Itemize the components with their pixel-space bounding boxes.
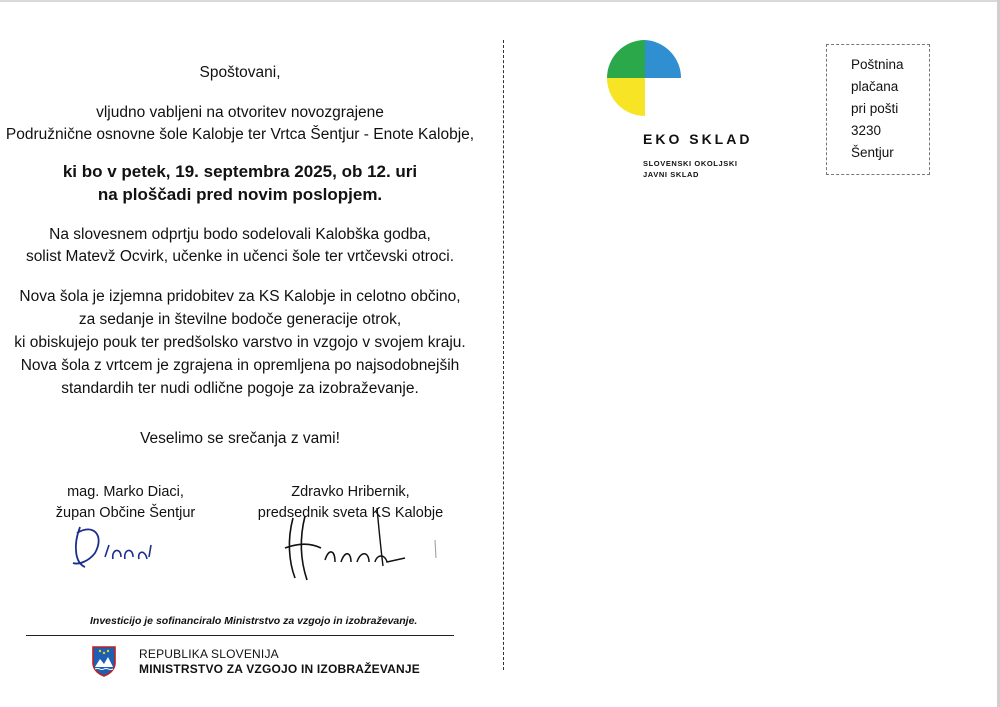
- postcard-divider: [503, 40, 504, 670]
- about-line: za sedanje in številne bodoče generacije otrok,: [78, 311, 402, 328]
- about-line: Nova šola je izjemna pridobitev za KS Kalobje in celotno občino,: [19, 288, 461, 305]
- intro-line: vljudno vabljeni na otvoritev novozgrajene: [96, 104, 384, 121]
- slovenia-coat-of-arms-icon: [91, 645, 117, 677]
- mayor-signature: [65, 515, 175, 575]
- event-location: na ploščadi pred novim poslopjem.: [97, 185, 383, 204]
- program-line: solist Matevž Ocvirk, učenke in učenci šole ter vrtčevski otroci.: [25, 248, 455, 265]
- signatory-role: predsednik sveta KS Kalobje: [257, 505, 444, 521]
- eko-sklad-subtitle: JAVNI SKLAD: [643, 170, 700, 179]
- funding-note: Investicijo je sofinanciralo Ministrstvo za vzgojo in izobraževanje.: [90, 615, 418, 627]
- about-line: standardih ter nudi odlične pogoje za izobraževanje.: [61, 380, 419, 397]
- ministry-label: MINISTRSTVO ZA VZGOJO IN IZOBRAŽEVANJE: [139, 662, 420, 676]
- signatory-name: mag. Marko Diaci,: [67, 484, 184, 500]
- intro-line: Podružnične osnovne šole Kalobje ter Vrtca Šentjur - Enote Kalobje,: [5, 126, 475, 143]
- about-line: ki obiskujejo pouk ter predšolsko varstvo in vzgojo v svojem kraju.: [14, 334, 466, 351]
- eko-sklad-logo-icon: [605, 40, 685, 120]
- postal-code: 3230: [851, 123, 882, 138]
- republic-label: REPUBLIKA SLOVENIJA: [139, 647, 279, 661]
- about-line: Nova šola z vrtcem je zgrajena in opremljena po najsodobnejših: [20, 357, 460, 374]
- program-line: Na slovesnem odprtju bodo sodelovali Kalobška godba,: [49, 226, 431, 243]
- postage-line: Poštnina: [851, 57, 904, 72]
- postage-line: plačana: [851, 79, 899, 94]
- invitation-text: [0, 0, 480, 707]
- post-office-town: Šentjur: [851, 145, 894, 160]
- postage-line: pri pošti: [851, 101, 899, 116]
- eko-sklad-name: EKO SKLAD: [643, 131, 753, 147]
- footer-divider: [26, 635, 454, 636]
- signatory-name: Zdravko Hribernik,: [291, 484, 410, 500]
- greeting: Spoštovani,: [199, 64, 281, 81]
- eko-sklad-subtitle: SLOVENSKI OKOLJSKI: [643, 159, 738, 168]
- closing-line: Veselimo se srečanja z vami!: [140, 430, 340, 447]
- president-signature: [265, 500, 445, 585]
- signatory-role: župan Občine Šentjur: [55, 505, 196, 521]
- event-datetime: ki bo v petek, 19. septembra 2025, ob 12. uri: [62, 162, 418, 181]
- postage-paid-box: [826, 44, 930, 175]
